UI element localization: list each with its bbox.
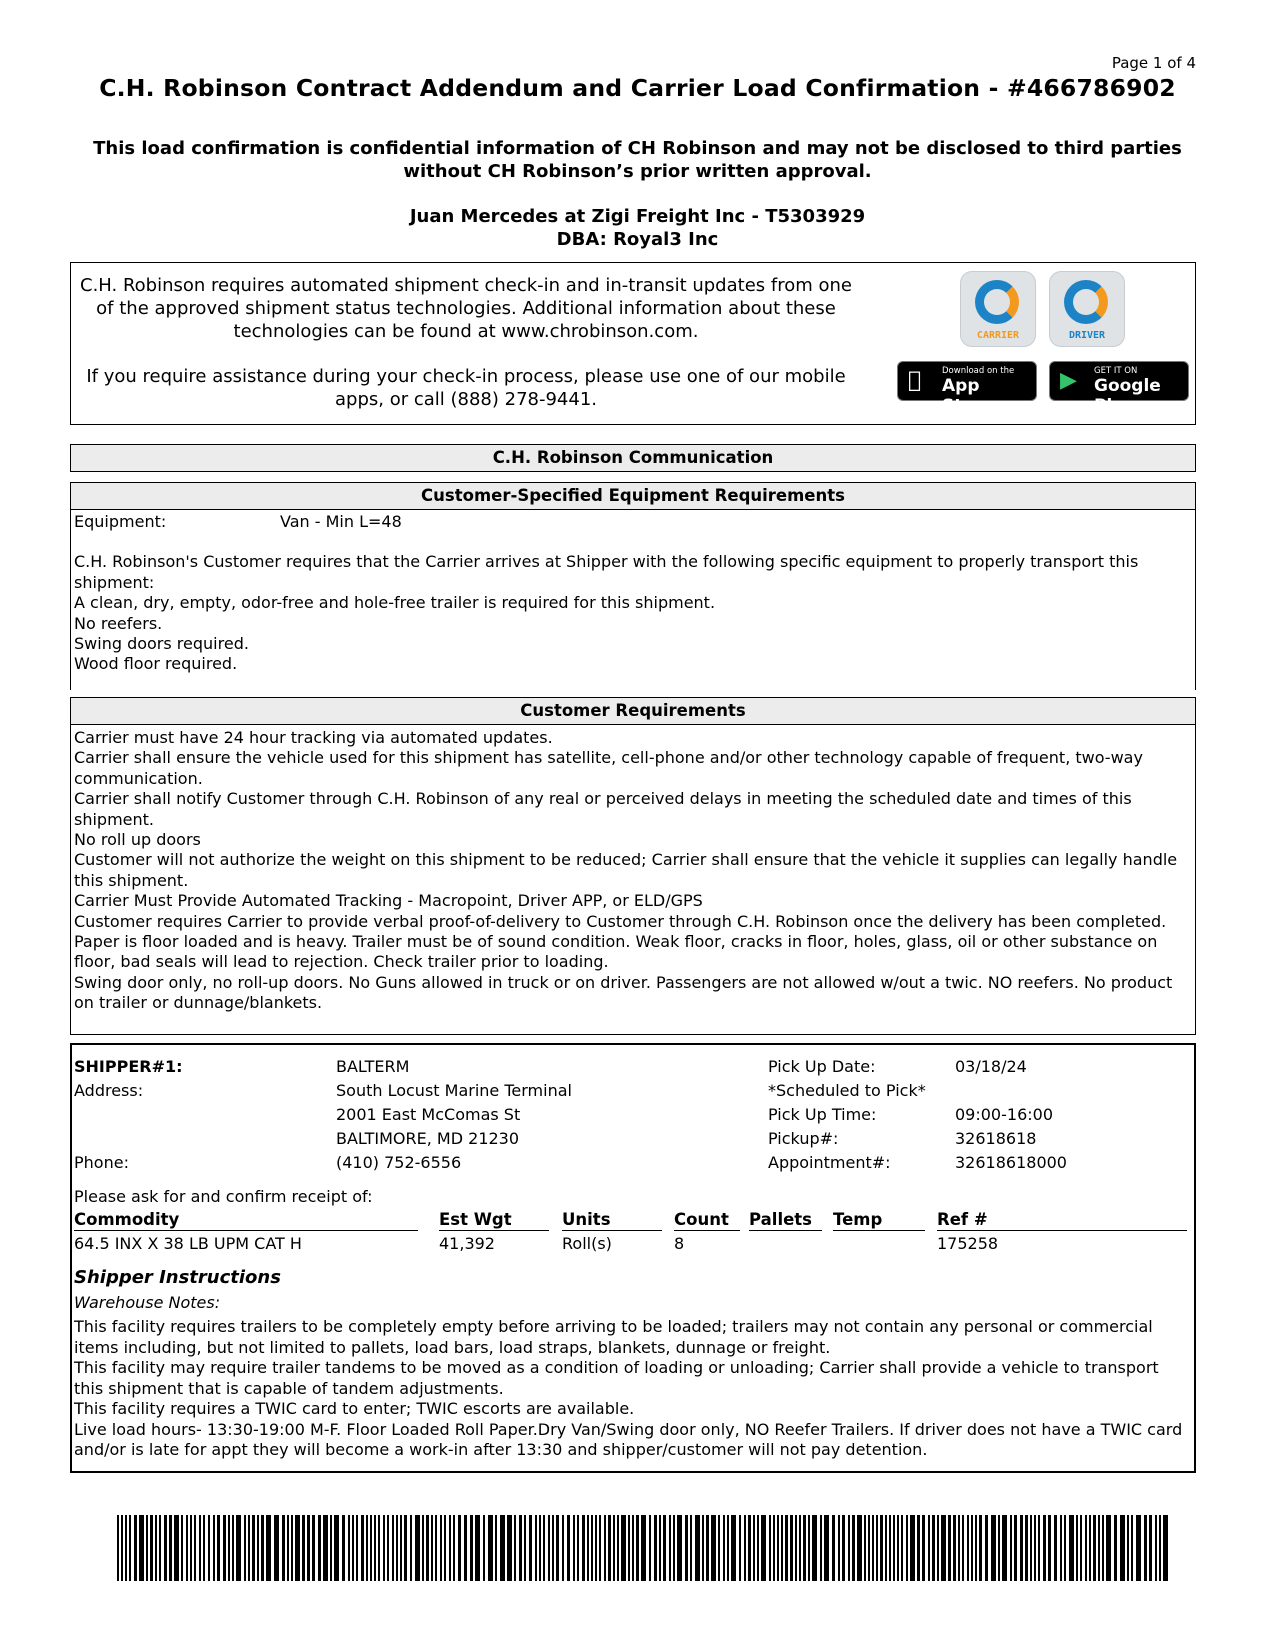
barcode-bar [711,1515,716,1581]
barcode-bar [552,1515,554,1581]
col-est-wgt: Est Wgt [439,1210,549,1231]
barcode-bar [739,1515,741,1581]
barcode-bar [291,1515,293,1581]
barcode-bar [932,1515,935,1581]
barcode-bar [236,1515,241,1581]
barcode-bar [941,1515,946,1581]
barcode-bar [1025,1515,1028,1581]
barcode-bar [470,1515,473,1581]
barcode-bar [1163,1515,1168,1581]
warehouse-note: Live load hours- 13:30-19:00 M-F. Floor Loaded Roll Paper.Dry Van/Swing door only, NO Reefer Trailers. If driver does not have a TWIC card and/or is late for appt they will become a work-in after 13:30 and shipper/customer will not pay detention. [74,1419,1183,1459]
barcode-bar [155,1515,157,1581]
warehouse-note: This facility requires a TWIC card to enter; TWIC escorts are available. [74,1399,635,1418]
barcode-bar [232,1515,234,1581]
barcode-bar [649,1515,651,1581]
shipper-section [70,1043,1196,1473]
requirement-line: Customer requires Carrier to provide verbal proof-of-delivery to Customer through C.H. Robinson once the delivery has been completed. [74,911,1167,931]
equipment-row [74,512,1195,532]
barcode-bar [404,1515,407,1581]
barcode-bar [893,1515,895,1581]
requirement-line: Carrier shall ensure the vehicle used for this shipment has satellite, cell-phone and/or other technology capable of frequent, two-way communication. [74,748,1143,788]
warehouse-note: This facility requires trailers to be completely empty before arriving to be loaded; trailers may not contain any personal or commercial items including, but not limited to pallets, load bars, load straps, blankets, dunnage or freight. [74,1317,1153,1357]
barcode-bar [248,1515,250,1581]
barcode-bar [169,1515,172,1581]
barcode-bar [659,1515,661,1581]
barcode-bar [543,1515,545,1581]
barcode-bar [1159,1515,1161,1581]
barcode-bar [769,1515,771,1581]
barcode-bar [410,1515,412,1581]
barcode-bar [604,1515,606,1581]
barcode-bar [967,1515,969,1581]
customer-requirements-section [70,725,1196,1035]
barcode-bar [820,1515,822,1581]
requirement-line: Swing door only, no roll-up doors. No Guns allowed in truck or on driver. Passengers are not allowed w/out a twic. NO reefers. No product on trailer or dunnage/blankets. [74,972,1173,1013]
barcode-bar [146,1515,148,1581]
barcode-bar [577,1515,579,1581]
barcode-bar [125,1515,127,1581]
barcode-bar [636,1515,639,1581]
barcode-bar [1064,1515,1066,1581]
barcode-bar [1043,1515,1046,1581]
barcode-bar [842,1515,845,1581]
barcode-bar [159,1515,161,1581]
barcode-bar [228,1515,230,1581]
barcode-bar [773,1515,775,1581]
barcode-bar [435,1515,437,1581]
warehouse-notes-label: Warehouse Notes: [74,1293,221,1312]
barcode-bar [261,1515,264,1581]
barcode-bar [677,1515,682,1581]
carrier-app-label: CARRIER [976,330,1020,341]
barcode-bar [910,1515,915,1581]
barcode-bar [257,1515,259,1581]
barcode-bar [1136,1515,1141,1581]
barcode-bar [556,1515,559,1581]
barcode-bar [453,1515,455,1581]
pickup-number-value: 32618618 [955,1129,1037,1148]
barcode-bar [378,1515,380,1581]
carrier-name: Juan Mercedes at Zigi Freight Inc - T5303929 [409,206,866,227]
pickup-date-value: 03/18/24 [955,1057,1027,1076]
barcode-bar [514,1515,516,1581]
page-title: C.H. Robinson Contract Addendum and Carrier Load Confirmation - #466786902 [99,74,1176,102]
barcode-bar [790,1515,793,1581]
barcode-bar [1093,1515,1096,1581]
barcode-bar [1030,1515,1032,1581]
barcode-bar [190,1515,192,1581]
barcode-bar [702,1515,704,1581]
customer-requirements-header: Customer Requirements [70,697,1196,725]
carrier-app-icon[interactable] [960,271,1036,347]
barcode-bar [848,1515,850,1581]
barcode-bar [1098,1515,1100,1581]
equipment-line: A clean, dry, empty, odor-free and hole-free trailer is required for this shipment. [74,593,716,613]
barcode-bar [695,1515,700,1581]
col-commodity: Commodity [74,1210,418,1231]
barcode-bar [608,1515,611,1581]
barcode-bar [464,1515,467,1581]
barcode-bar [901,1515,903,1581]
equipment-label: Equipment: [74,512,167,531]
barcode-bar [799,1515,801,1581]
barcode-bar [641,1515,646,1581]
barcode-bar [975,1515,977,1581]
barcode-bar [488,1515,493,1581]
col-units: Units [562,1210,662,1231]
barcode-bar [1127,1515,1129,1581]
barcode-bar [958,1515,960,1581]
barcode-bar [444,1515,446,1581]
play-icon: ▶ [1060,368,1077,393]
barcode-bar [595,1515,597,1581]
barcode-bar [617,1515,619,1581]
cell-est-wgt: 41,392 [439,1234,495,1253]
barcode-bar [868,1515,870,1581]
barcode-bar [906,1515,908,1581]
driver-app-label: DRIVER [1068,330,1106,341]
equipment-value: Van - Min L=48 [280,512,402,531]
requirement-line: Customer will not authorize the weight on this shipment to be reduced; Carrier shall ensure that the vehicle it supplies can legally handle this shipment. [74,850,1178,890]
google-play-text: Google Play [1094,376,1161,416]
requirement-line: No roll up doors [74,830,201,850]
barcode-bar [562,1515,564,1581]
barcode-bar [897,1515,899,1581]
barcode-bar [181,1515,183,1581]
barcode-bar [838,1515,840,1581]
barcode-bar [426,1515,429,1581]
barcode-bar [1106,1515,1111,1581]
shipper-instructions-title: Shipper Instructions [74,1267,281,1288]
barcode-bar [366,1515,368,1581]
barcode-bar [342,1515,345,1581]
barcode-bar [753,1515,755,1581]
barcode-bar [186,1515,188,1581]
barcode-bar [723,1515,725,1581]
barcode-bar [1010,1515,1012,1581]
barcode-bar [274,1515,279,1581]
google-play-small-text: GET IT ON [1094,366,1138,376]
equipment-line: Wood floor required. [74,654,238,674]
barcode-bar [991,1515,996,1581]
barcode-bar [539,1515,541,1581]
requirement-line: Paper is floor loaded and is heavy. Trailer must be of sound condition. Weak floor, cracks in floor, holes, glass, oil or other substance on floor, bad seals will lead to rejection. Check trailer prior to loading. [74,932,1158,972]
pickup-time-label: Pick Up Time: [768,1105,877,1124]
pickup-number-label: Pickup#: [768,1129,839,1148]
warehouse-notes [74,1317,1189,1461]
chr-logo-icon [975,280,1019,324]
barcode-bar [1020,1515,1023,1581]
barcode-bar [500,1515,505,1581]
barcode-bar [832,1515,835,1581]
barcode-bar [876,1515,878,1581]
barcode-bar [431,1515,433,1581]
barcode-bar [150,1515,153,1581]
barcode-bar [383,1515,385,1581]
equipment-section [70,510,1196,690]
barcode-bar [440,1515,442,1581]
shipper-name: BALTERM [336,1057,410,1076]
barcode-bar [1120,1515,1125,1581]
col-pallets: Pallets [749,1210,822,1231]
barcode-bar [387,1515,389,1581]
apple-icon [908,368,921,394]
carrier-block [0,205,1275,251]
barcode-bar [374,1515,376,1581]
barcode-bar [1038,1515,1040,1581]
barcode-bar [1002,1515,1007,1581]
equipment-line: No reefers. [74,613,163,633]
barcode-bar [356,1515,358,1581]
barcode-bar [587,1515,589,1581]
barcode-bar [302,1515,305,1581]
barcode-bar [889,1515,891,1581]
barcode-bar [213,1515,215,1581]
barcode-bar [979,1515,982,1581]
check-in-info-text [71,274,861,433]
col-temp: Temp [833,1210,925,1231]
pickup-date-label: Pick Up Date: [768,1057,876,1076]
barcode-bar [400,1515,402,1581]
appointment-label: Appointment#: [768,1153,891,1172]
requirement-line: Carrier Must Provide Automated Tracking - Macropoint, Driver APP, or ELD/GPS [74,891,703,911]
barcode-bar [483,1515,485,1581]
barcode-bar [948,1515,951,1581]
barcode-bar [1102,1515,1104,1581]
requirement-line: Carrier must have 24 hour tracking via automated updates. [74,728,553,747]
barcode-bar [323,1515,328,1581]
barcode-bar [330,1515,332,1581]
barcode-bar [880,1515,883,1581]
scheduled-note: *Scheduled to Pick* [768,1081,926,1100]
barcode-bar [744,1515,746,1581]
barcode-bar [573,1515,575,1581]
barcode-bar [449,1515,451,1581]
barcode-bar [370,1515,372,1581]
barcode-bar [628,1515,630,1581]
barcode-bar [318,1515,321,1581]
barcode-bar [312,1515,315,1581]
assistance-note: If you require assistance during your check-in process, please use one of our mobile apps, or call (888) 278-9441. [86,366,846,410]
barcode-bar [706,1515,709,1581]
check-in-requirement: C.H. Robinson requires automated shipment check-in and in-transit updates from one of the approved shipment status technologies. Additional information about these technologies can be found at www.chrobinson.com. [80,275,852,342]
barcode-bar [567,1515,570,1581]
barcode-bar [922,1515,925,1581]
barcode-bar [117,1515,119,1581]
barcode-bar [1054,1515,1057,1581]
barcode-bar [690,1515,692,1581]
google-play-badge[interactable] [1049,361,1189,416]
barcode-bar [1144,1515,1147,1581]
barcode-bar [208,1515,210,1581]
barcode-bar [812,1515,817,1581]
barcode-bar [998,1515,1000,1581]
barcode-bar [685,1515,688,1581]
barcode-bar [727,1515,729,1581]
barcode-bar [1034,1515,1036,1581]
shipper-label: SHIPPER#1: [74,1057,183,1076]
barcode-bar [761,1515,766,1581]
barcode-bar [971,1515,973,1581]
barcode-bar [1155,1515,1157,1581]
barcode-bar [174,1515,179,1581]
barcode-bar [129,1515,131,1581]
barcode-bar [1149,1515,1152,1581]
barcode-bar [953,1515,956,1581]
barcode-bar [282,1515,285,1581]
equipment-header: Customer-Specified Equipment Requirements [70,482,1196,510]
barcode-bar [777,1515,779,1581]
check-in-info-box [70,262,1196,425]
barcode-bar [824,1515,829,1581]
barcode-bar [134,1515,137,1581]
barcode-bar [654,1515,657,1581]
barcode-bar [669,1515,671,1581]
barcode-bar [458,1515,461,1581]
barcode-bar [1069,1515,1074,1581]
barcode-bar [415,1515,420,1581]
address-label: Address: [74,1081,144,1100]
barcode-bar [852,1515,855,1581]
col-count: Count [674,1210,740,1231]
barcode-bar [334,1515,339,1581]
barcode-bar [613,1515,615,1581]
barcode-bar [591,1515,593,1581]
barcode-bar [803,1515,806,1581]
barcode-bar [731,1515,736,1581]
barcode-bar [348,1515,350,1581]
barcode-bar [663,1515,666,1581]
barcode-bar [718,1515,720,1581]
barcode-bar [352,1515,354,1581]
page-number: Page 1 of 4 [1111,54,1196,72]
barcode-bar [781,1515,783,1581]
barcode-bar [1048,1515,1051,1581]
barcode-bar [1085,1515,1087,1581]
barcode [117,1515,1169,1581]
barcode-bar [1080,1515,1082,1581]
requirement-line: Carrier shall notify Customer through C.H. Robinson of any real or perceived delays in meeting the scheduled date and times of this shipment. [74,789,1132,829]
barcode-bar [217,1515,220,1581]
barcode-bar [361,1515,364,1581]
barcode-bar [524,1515,526,1581]
barcode-bar [495,1515,497,1581]
equipment-line: Swing doors required. [74,634,249,654]
barcode-bar [1060,1515,1062,1581]
cell-count: 8 [674,1234,685,1253]
address-line-3: BALTIMORE, MD 21230 [336,1129,520,1148]
col-ref: Ref # [937,1210,1187,1231]
barcode-bar [392,1515,394,1581]
barcode-bar [519,1515,522,1581]
pickup-time-value: 09:00-16:00 [955,1105,1053,1124]
barcode-bar [928,1515,930,1581]
app-store-small-text: Download on the [942,366,1015,376]
barcode-bar [1131,1515,1133,1581]
barcode-bar [199,1515,201,1581]
app-store-text: App Store [942,376,994,416]
barcode-bar [244,1515,246,1581]
confirm-receipt-text: Please ask for and confirm receipt of: [74,1187,373,1206]
barcode-bar [885,1515,887,1581]
barcode-bar [1014,1515,1017,1581]
barcode-bar [139,1515,144,1581]
confidentiality-notice: This load confirmation is confidential information of CH Robinson and may not be disclosed to third parties without CH Robinson’s prior written approval. [93,138,1182,182]
cell-units: Roll(s) [562,1234,612,1253]
barcode-bar [203,1515,205,1581]
chr-logo-icon [1064,280,1108,324]
barcode-bar [757,1515,759,1581]
barcode-bar [422,1515,424,1581]
barcode-bar [396,1515,398,1581]
phone-label: Phone: [74,1153,129,1172]
equipment-line: C.H. Robinson's Customer requires that the Carrier arrives at Shipper with the following specific equipment to properly transport this shipment: [74,552,1139,592]
barcode-bar [266,1515,271,1581]
barcode-bar [121,1515,123,1581]
phone-value: (410) 752-6556 [336,1153,462,1172]
barcode-bar [582,1515,585,1581]
barcode-bar [864,1515,866,1581]
barcode-bar [785,1515,788,1581]
app-store-badge[interactable] [897,361,1037,416]
barcode-bar [295,1515,300,1581]
barcode-bar [164,1515,167,1581]
barcode-bar [795,1515,797,1581]
cell-commodity: 64.5 INX X 38 LB UPM CAT H [74,1234,302,1253]
barcode-bar [621,1515,626,1581]
driver-app-icon[interactable] [1049,271,1125,347]
barcode-bar [548,1515,550,1581]
barcode-bar [937,1515,939,1581]
barcode-bar [985,1515,988,1581]
barcode-bar [287,1515,289,1581]
barcode-bar [599,1515,601,1581]
barcode-bar [808,1515,810,1581]
cell-ref: 175258 [937,1234,999,1253]
address-line-1: South Locust Marine Terminal [336,1081,572,1100]
barcode-bar [475,1515,480,1581]
barcode-bar [857,1515,862,1581]
warehouse-note: This facility may require trailer tandems to be moved as a condition of loading or unloading; Carrier shall provide a vehicle to transport this shipment that is capable of tandem adjustments. [74,1358,1159,1398]
barcode-bar [223,1515,226,1581]
barcode-bar [1089,1515,1091,1581]
barcode-bar [507,1515,512,1581]
barcode-bar [632,1515,634,1581]
barcode-bar [872,1515,874,1581]
barcode-bar [535,1515,537,1581]
barcode-bar [1114,1515,1117,1581]
barcode-bar [252,1515,255,1581]
barcode-bar [529,1515,532,1581]
barcode-bar [962,1515,964,1581]
appointment-value: 32618618000 [955,1153,1067,1172]
barcode-bar [307,1515,310,1581]
barcode-bar [1076,1515,1078,1581]
barcode-bar [917,1515,920,1581]
carrier-dba: DBA: Royal3 Inc [556,229,719,250]
communication-header: C.H. Robinson Communication [70,444,1196,472]
barcode-bar [673,1515,675,1581]
barcode-bar [748,1515,751,1581]
barcode-bar [194,1515,196,1581]
address-line-2: 2001 East McComas St [336,1105,521,1124]
